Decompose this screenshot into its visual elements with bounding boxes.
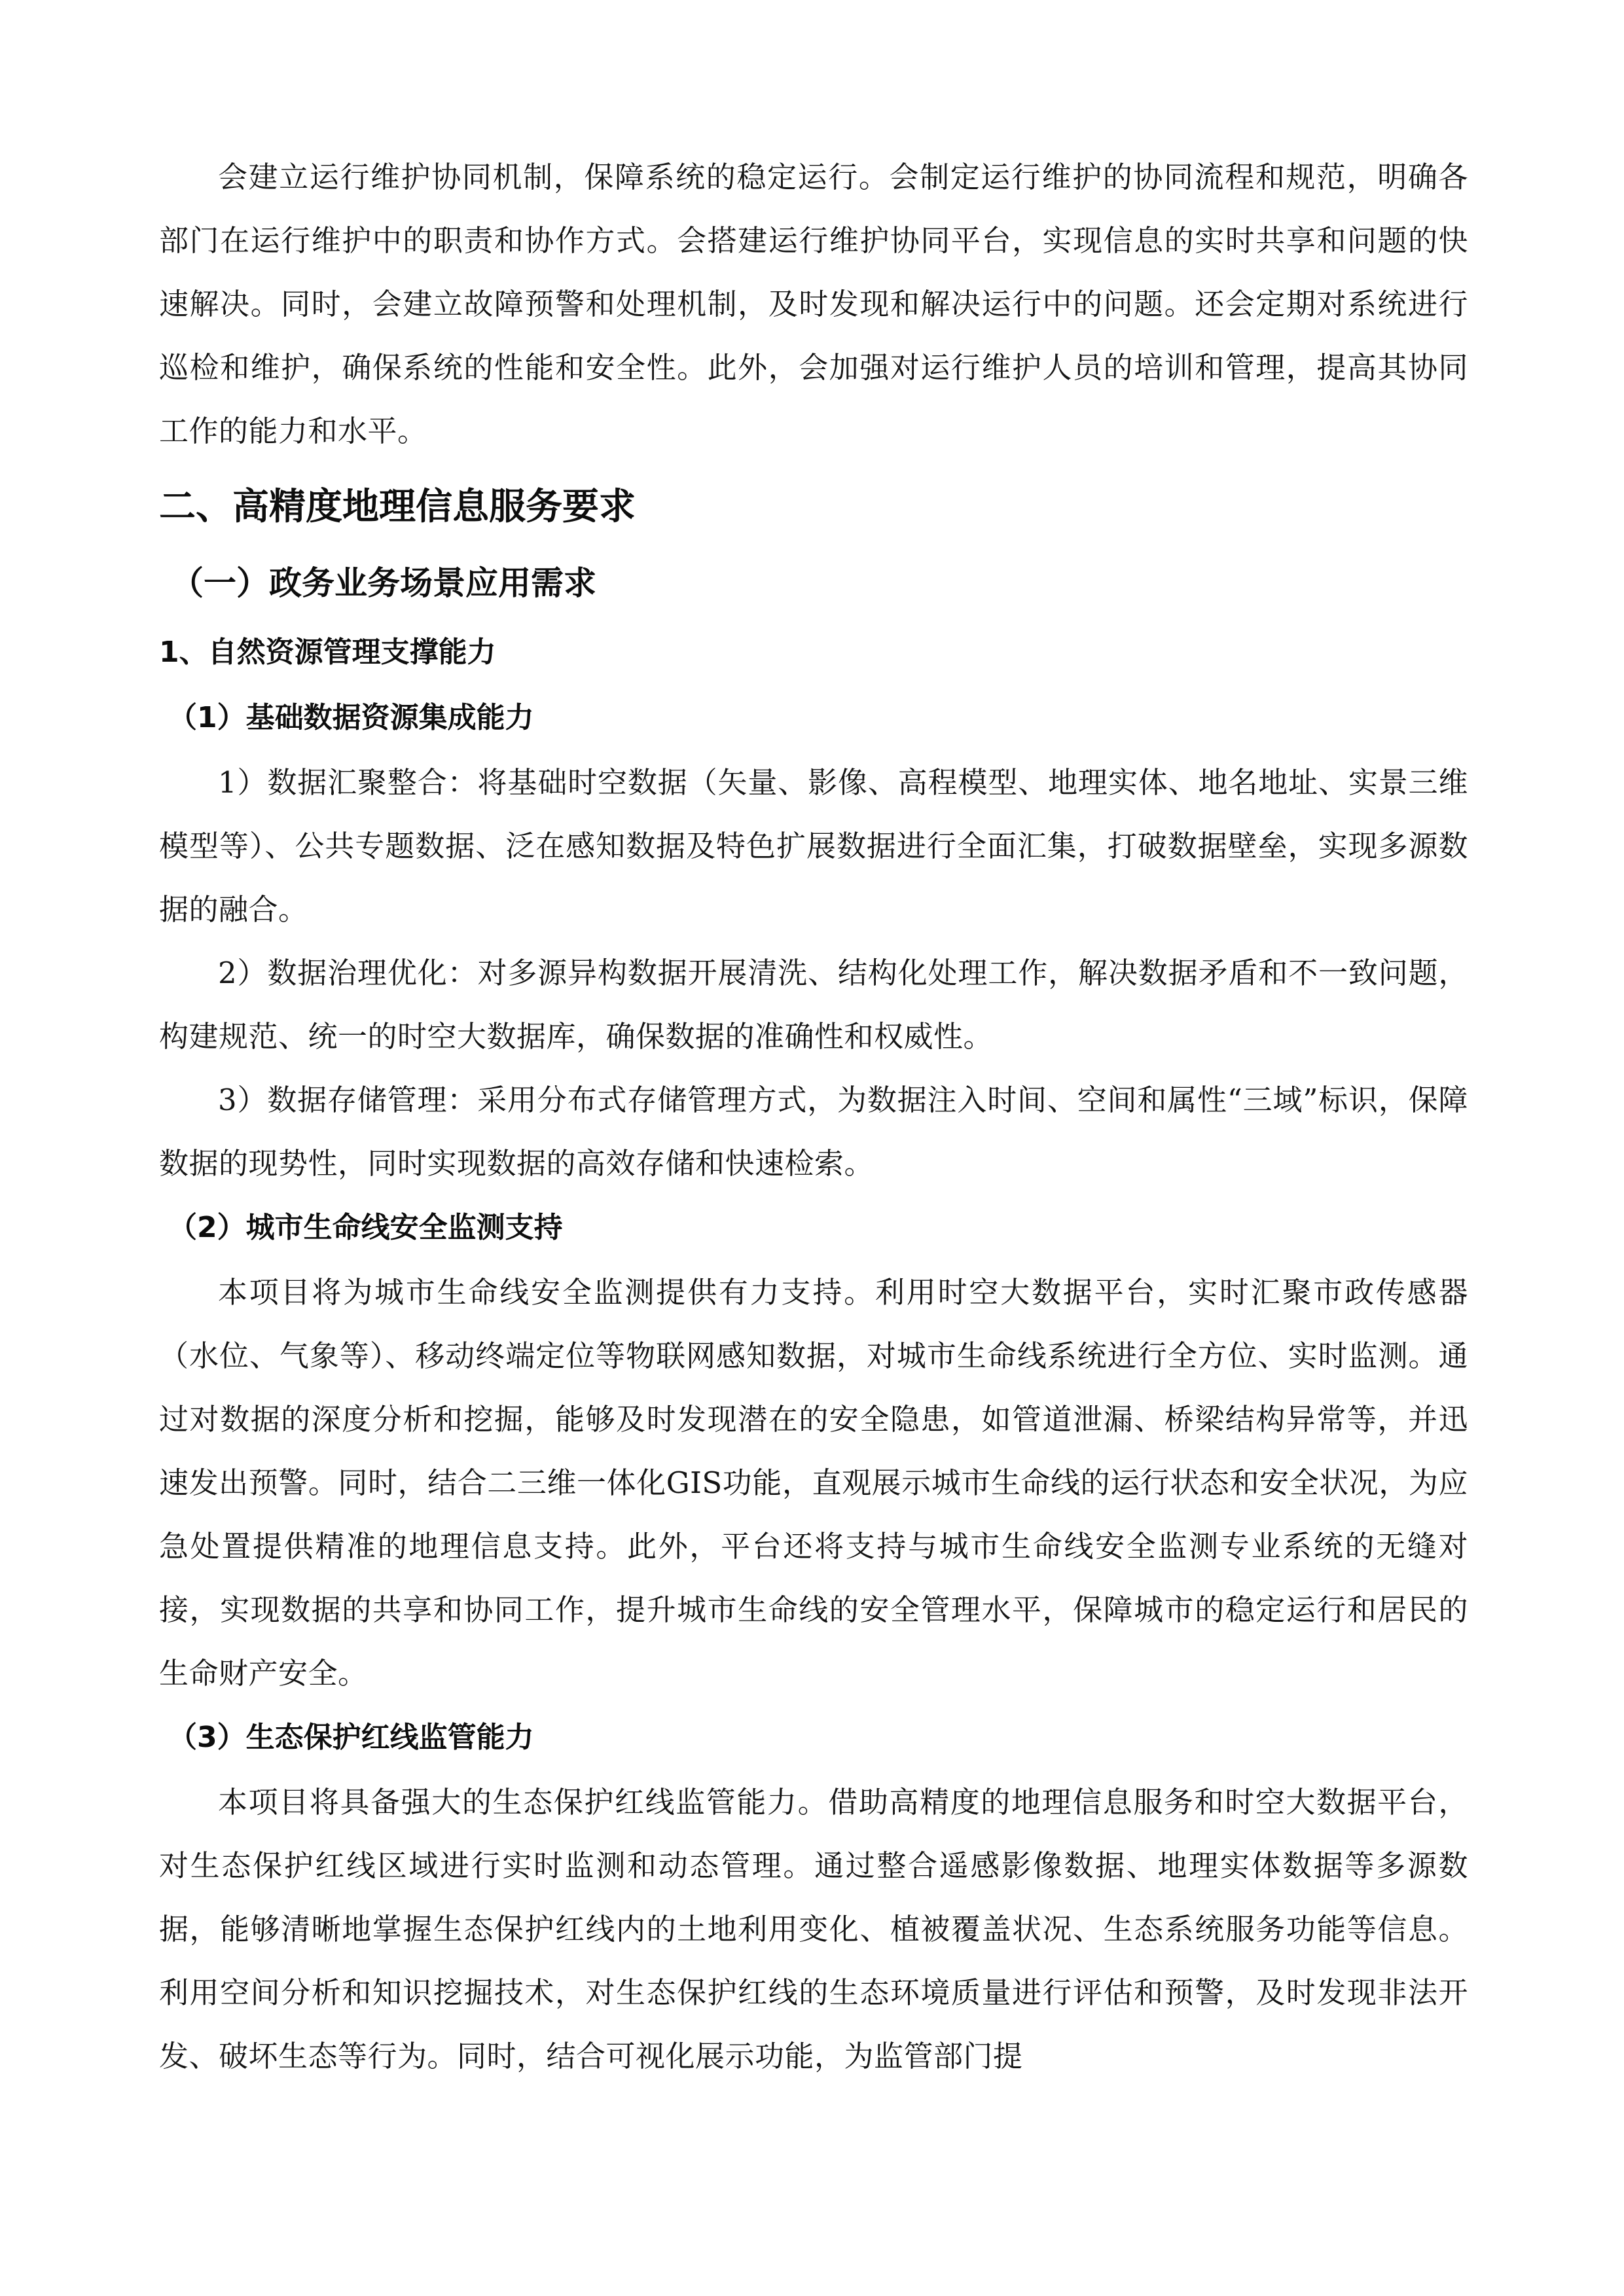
- capability-heading-3: （3）生态保护红线监管能力: [168, 1721, 534, 1754]
- subsection-heading-1: （一）政务业务场景应用需求: [171, 564, 596, 602]
- capability-1-paragraph-3: 3）数据存储管理：采用分布式存储管理方式，为数据注入时间、空间和属性“三域”标识，保障数据的现势性，同时实现数据的高效存储和快速检索。: [159, 1083, 1468, 1181]
- capability-heading-2: （2）城市生命线安全监测支持: [168, 1211, 563, 1244]
- item-heading-1: 1、自然资源管理支撑能力: [159, 636, 496, 669]
- capability-2-paragraph: 本项目将为城市生命线安全监测提供有力支持。利用时空大数据平台，实时汇聚市政传感器（水位、气象等）、移动终端定位等物联网感知数据，对城市生命线系统进行全方位、实时监测。通过对数据的深度分析和挖掘，能够及时发现潜在的安全隐患，如管道泄漏、桥梁结构异常等，并迅速发出预警。同时，结合二三维一体化GIS功能，直观展示城市生命线的运行状态和安全状况，为应急处置提供精准的地理信息支持。此外，平台还将支持与城市生命线安全监测专业系统的无缝对接，实现数据的共享和协同工作，提升城市生命线的安全管理水平，保障城市的稳定运行和居民的生命财产安全。: [159, 1275, 1468, 1691]
- document-body: [159, 145, 1468, 2088]
- capability-1-paragraph-2: 2）数据治理优化：对多源异构数据开展清洗、结构化处理工作，解决数据矛盾和不一致问题，构建规范、统一的时空大数据库，确保数据的准确性和权威性。: [159, 956, 1468, 1054]
- capability-heading-1: （1）基础数据资源集成能力: [168, 701, 534, 734]
- intro-paragraph: 会建立运行维护协同机制，保障系统的稳定运行。会制定运行维护的协同流程和规范，明确各部门在运行维护中的职责和协作方式。会搭建运行维护协同平台，实现信息的实时共享和问题的快速解决。同时，会建立故障预警和处理机制，及时发现和解决运行中的问题。还会定期对系统进行巡检和维护，确保系统的性能和安全性。此外，会加强对运行维护人员的培训和管理，提高其协同工作的能力和水平。: [159, 160, 1468, 448]
- capability-3-paragraph: 本项目将具备强大的生态保护红线监管能力。借助高精度的地理信息服务和时空大数据平台，对生态保护红线区域进行实时监测和动态管理。通过整合遥感影像数据、地理实体数据等多源数据，能够清晰地掌握生态保护红线内的土地利用变化、植被覆盖状况、生态系统服务功能等信息。利用空间分析和知识挖掘技术，对生态保护红线的生态环境质量进行评估和预警，及时发现非法开发、破坏生态等行为。同时，结合可视化展示功能，为监管部门提: [159, 1785, 1468, 2073]
- capability-1-paragraph-1: 1）数据汇聚整合：将基础时空数据（矢量、影像、高程模型、地理实体、地名地址、实景三维模型等）、公共专题数据、泛在感知数据及特色扩展数据进行全面汇集，打破数据壁垒，实现多源数据的融合。: [159, 765, 1468, 927]
- section-heading-2: 二、高精度地理信息服务要求: [159, 486, 636, 528]
